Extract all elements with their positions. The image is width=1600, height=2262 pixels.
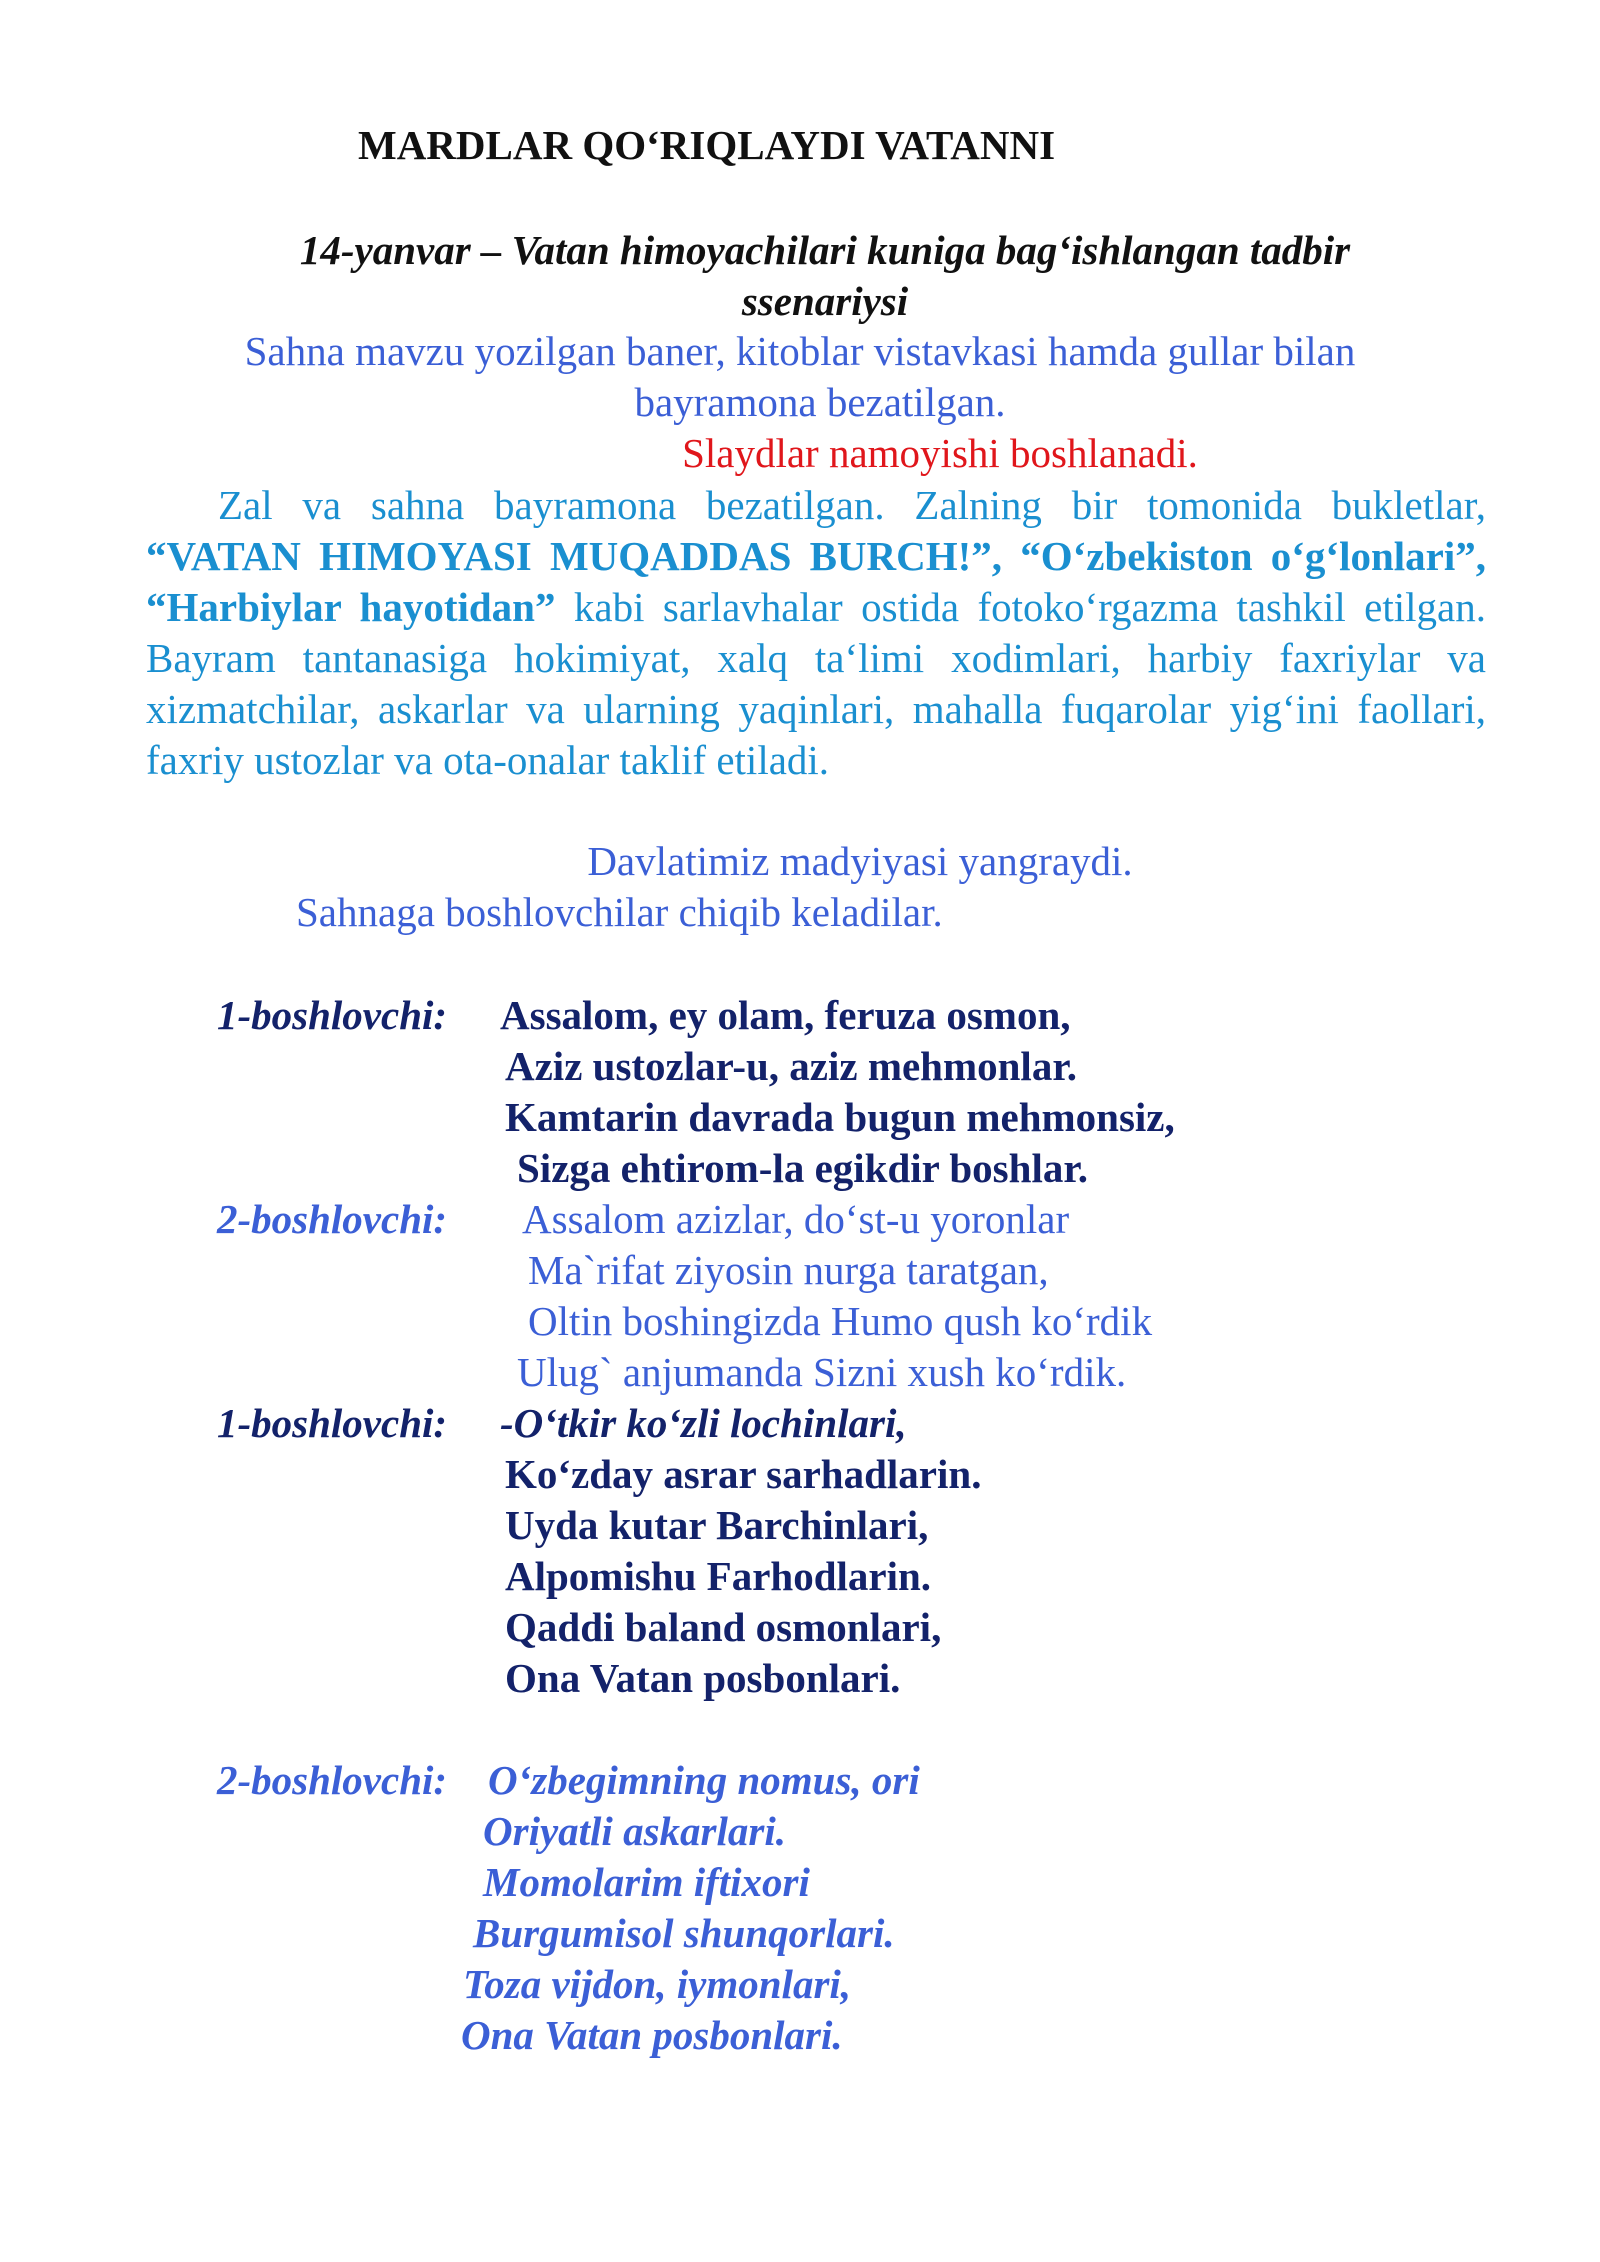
verse-line: Aziz ustozlar-u, aziz mehmonlar. — [505, 1043, 1077, 1089]
document-title: MARDLAR QO‘RIQLAYDI VATANNI — [358, 122, 1056, 168]
verse-line: Uyda kutar Barchinlari, — [505, 1502, 929, 1548]
verse-line: Oriyatli askarlari. — [483, 1808, 786, 1854]
verse-line: Burgumisol shunqorlari. — [473, 1910, 895, 1956]
verse-line: Oltin boshingizda Humo qush ko‘rdik — [528, 1298, 1153, 1344]
verse-line: Ona Vatan posbonlari. — [505, 1655, 901, 1701]
slides-note: Slaydlar namoyishi boshlanadi. — [682, 430, 1198, 476]
exhibition-titles: “VATAN HIMOYASI MUQADDAS BURCH!”, “O‘zbekiston o‘g‘lonlari”, “Harbiylar hayotidan” — [146, 533, 1486, 630]
speaker-label: 2-boshlovchi: — [217, 1757, 448, 1803]
speaker-label: 1-boshlovchi: — [217, 992, 448, 1038]
stage-direction-decor: Sahna mavzu yozilgan baner, kitoblar vistavkasi hamda gullar bilan — [244, 328, 1356, 374]
verse-line: Ko‘zday asrar sarhadlarin. — [505, 1451, 982, 1497]
verse-line: -O‘tkir ko‘zli lochinlari, — [500, 1400, 907, 1446]
verse-line: Sizga ehtirom-la egikdir boshlar. — [517, 1145, 1089, 1191]
verse-line: Toza vijdon, iymonlari, — [463, 1961, 852, 2007]
verse-line: Ulug` anjumanda Sizni xush ko‘rdik. — [517, 1349, 1127, 1395]
verse-line: Ona Vatan posbonlari. — [461, 2012, 843, 2058]
speaker-label: 2-boshlovchi: — [217, 1196, 448, 1242]
document-subtitle: 14-yanvar – Vatan himoyachilari kuniga bag‘ishlangan tadbir ssenariysi — [299, 227, 1351, 324]
verse-line: Kamtarin davrada bugun mehmonsiz, — [505, 1094, 1175, 1140]
scene-description-text-2: kabi sarlavhalar ostida fotoko‘rgazma tashkil etilgan. Bayram tantanasiga hokimiyat, xalq ta‘limi xodimlari, harbiy faxriylar va xizmatchilar, askarlar va ularning yaqinlari, mahalla fuqarolar yig‘ini faollari, faxriy ustozlar va ota-onalar taklif etiladi. — [146, 584, 1486, 783]
verse-line: Assalom azizlar, do‘st-u yoronlar — [522, 1196, 1070, 1242]
verse-line: Assalom, ey olam, feruza osmon, — [500, 992, 1071, 1038]
verse-line: Momolarim iftixori — [483, 1859, 810, 1905]
verse-line: Ma`rifat ziyosin nurga taratgan, — [528, 1247, 1049, 1293]
stage-direction-decor-cont: bayramona bezatilgan. — [634, 379, 1006, 425]
scene-description-text-1: Zal va sahna bayramona bezatilgan. Zalning bir tomonida bukletlar, — [218, 482, 1486, 528]
verse-line: O‘zbegimning nomus, ori — [488, 1757, 920, 1803]
hosts-enter-note: Sahnaga boshlovchilar chiqib keladilar. — [296, 889, 943, 935]
scene-description — [146, 480, 1486, 786]
speaker-label: 1-boshlovchi: — [217, 1400, 448, 1446]
verse-line: Qaddi baland osmonlari, — [505, 1604, 942, 1650]
anthem-note: Davlatimiz madyiyasi yangraydi. — [587, 838, 1133, 884]
verse-line: Alpomishu Farhodlarin. — [505, 1553, 932, 1599]
